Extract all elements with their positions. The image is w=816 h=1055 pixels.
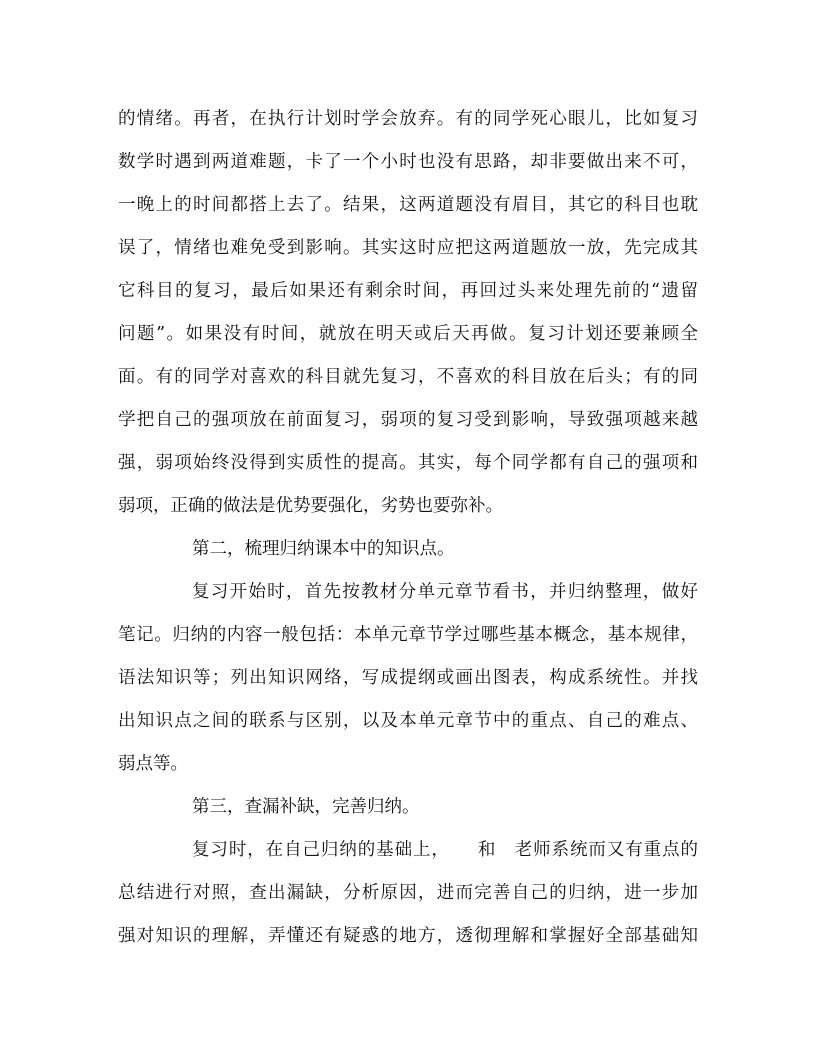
paragraph-line: 数学时遇到两道难题，卡了一个小时也没有思路，却非要做出来不可，: [118, 152, 698, 172]
section-heading: 第二，梳理归纳课本中的知识点。: [192, 539, 455, 559]
paragraph-line: 它科目的复习，最后如果还有剩余时间，再回过头来处理先前的“遗留: [118, 281, 698, 301]
paragraph-line: 面。有的同学对喜欢的科目就先复习，不喜欢的科目放在后头；有的同: [118, 367, 698, 387]
paragraph-line: 总结进行对照，查出漏缺，分析原因，进而完善自己的归纳，进一步加: [118, 883, 698, 903]
paragraph-line: 误了，情绪也难免受到影响。其实这时应把这两道题放一放，先完成其: [118, 238, 698, 258]
paragraph-line: 出知识点之间的联系与区别，以及本单元章节中的重点、自己的难点、: [118, 711, 698, 731]
paragraph-line: 强对知识的理解，弄懂还有疑惑的地方，透彻理解和掌握好全部基础知: [118, 926, 698, 946]
paragraph-line: 语法知识等；列出知识网络，写成提纲或画出图表，构成系统性。并找: [118, 668, 698, 688]
paragraph-line: 复习开始时，首先按教材分单元章节看书，并归纳整理，做好: [192, 582, 698, 602]
paragraph-line: 一晚上的时间都搭上去了。结果，这两道题没有眉目，其它的科目也耽: [118, 195, 698, 215]
paragraph-line: 的情绪。再者，在执行计划时学会放弃。有的同学死心眼儿，比如复习: [118, 109, 698, 129]
paragraph-line: 笔记。归纳的内容一般包括：本单元章节学过哪些基本概念，基本规律，: [118, 625, 698, 645]
paragraph-line: 复习时，在自己归纳的基础上， 和 老师系统而又有重点的: [192, 840, 698, 860]
section-heading: 第三，查漏补缺，完善归纳。: [192, 797, 420, 817]
paragraph-line: 弱项，正确的做法是优势要强化，劣势也要弥补。: [118, 496, 503, 516]
paragraph-line: 强，弱项始终没得到实质性的提高。其实，每个同学都有自己的强项和: [118, 453, 698, 473]
paragraph-line: 问题”。如果没有时间，就放在明天或后天再做。复习计划还要兼顾全: [118, 324, 698, 344]
paragraph-line: 弱点等。: [118, 754, 188, 774]
paragraph-line: 学把自己的强项放在前面复习，弱项的复习受到影响，导致强项越来越: [118, 410, 698, 430]
